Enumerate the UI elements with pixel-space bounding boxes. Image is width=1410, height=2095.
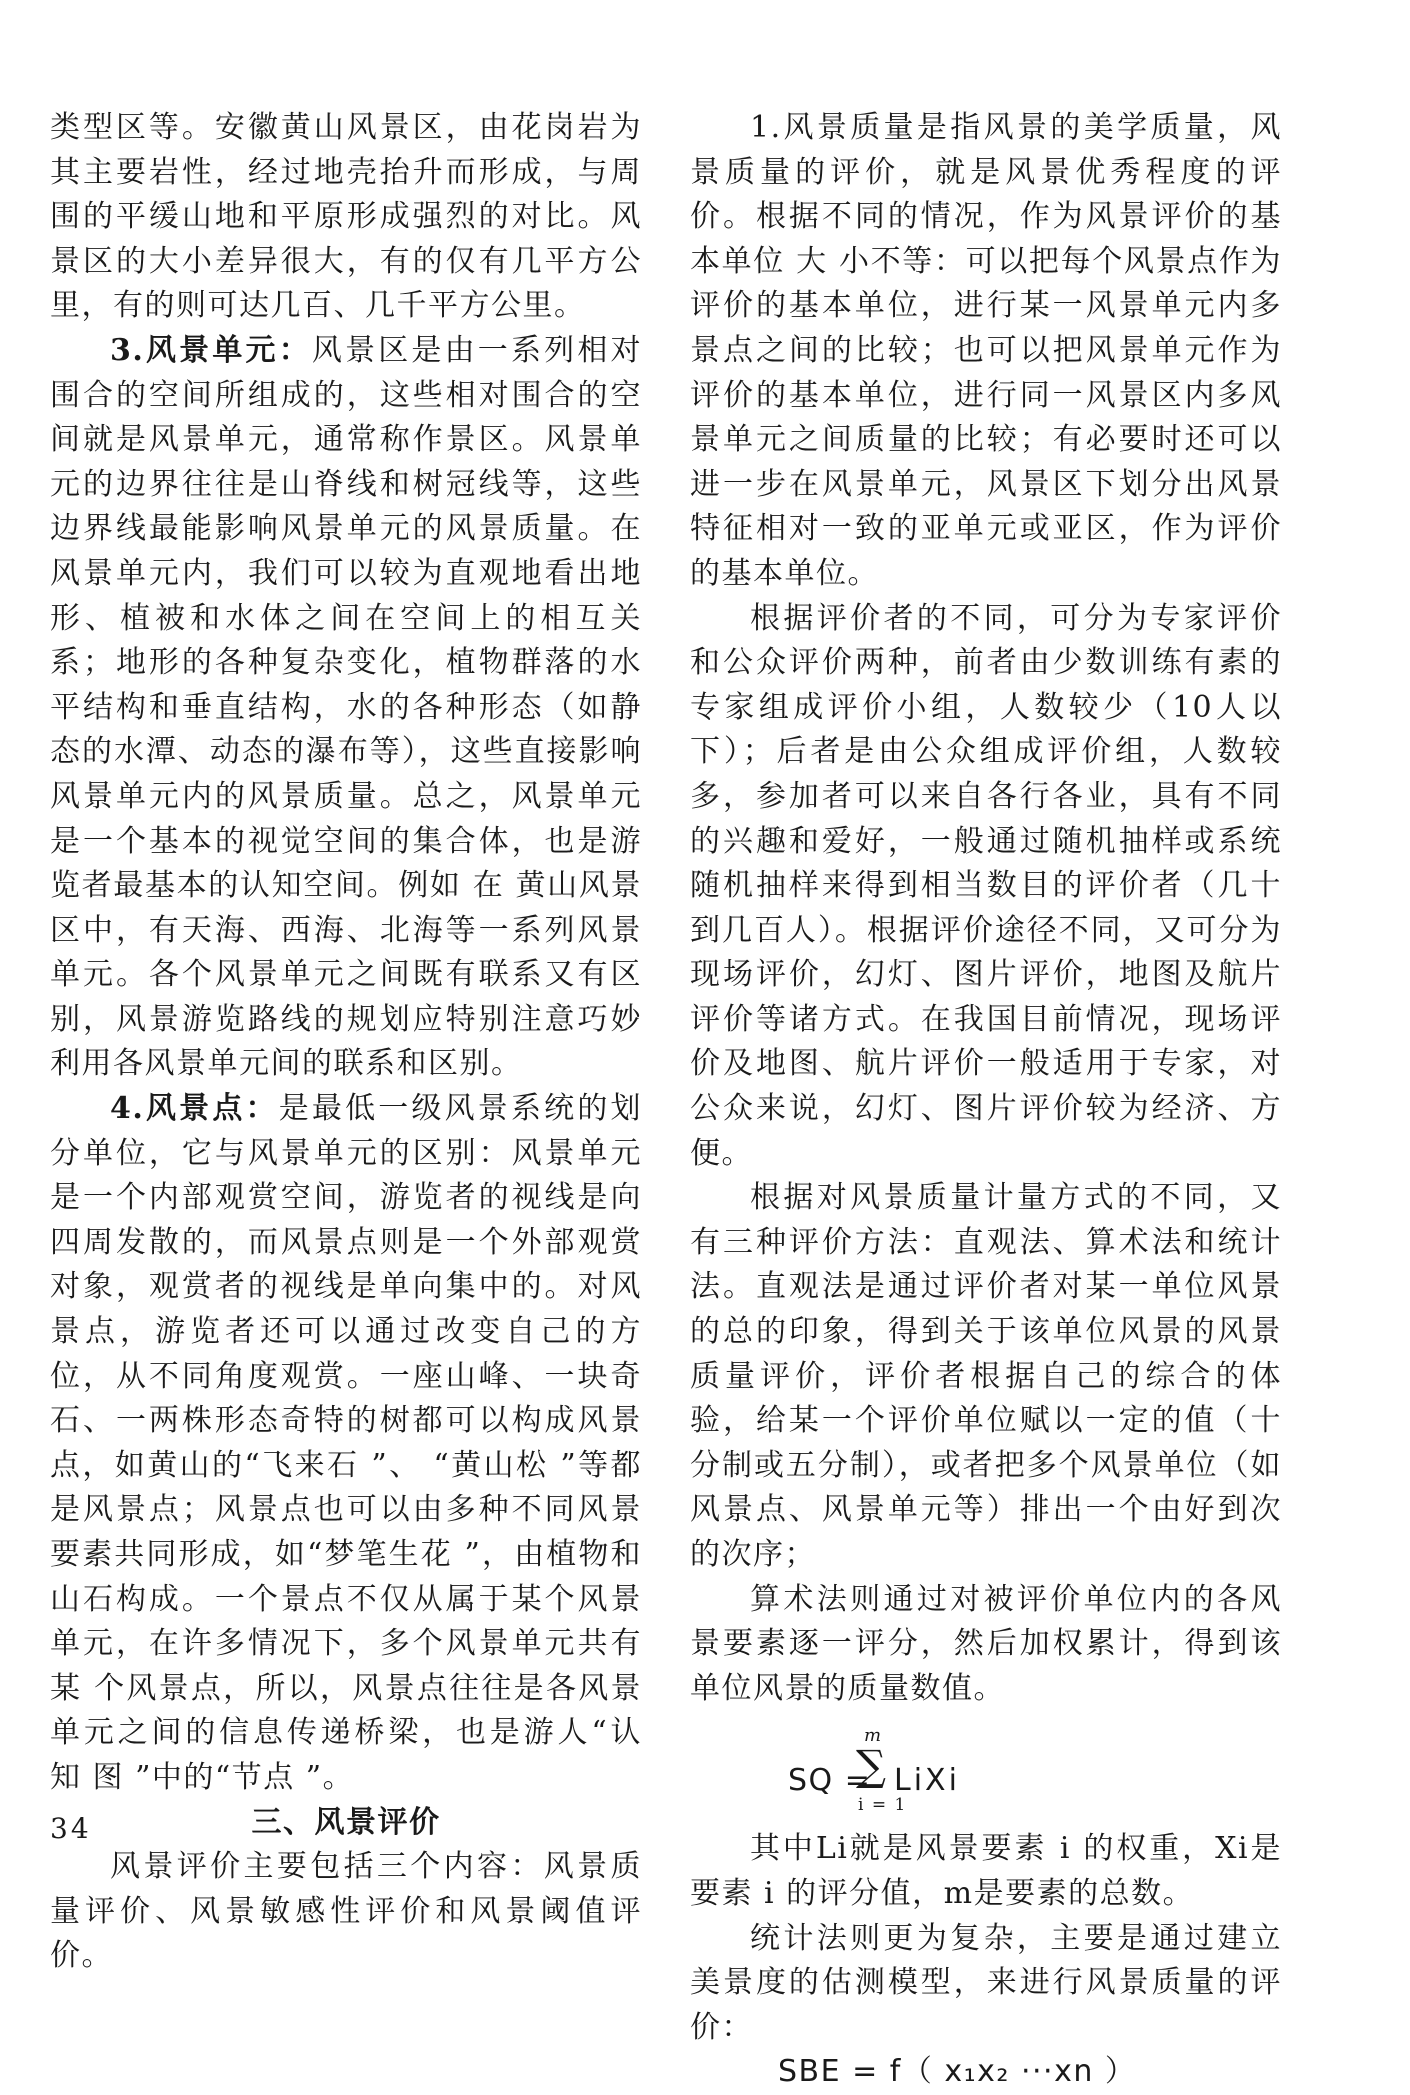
left-column [50, 106, 642, 1979]
paragraph-arithmetic-method: 算术法则通过对被评价单位内的各风景要素逐一评分，然后加权累计，得到该单位风景的质量数值。 [690, 1581, 1282, 1706]
paragraph-evaluator-types: 根据评价者的不同，可分为专家评价和公众评价两种，前者由少数训练有素的专家组成评价小组，人数较少（10人以下）；后者是由公众组成评价组，人数较多，参加者可以来自各行各业，具有不同的兴趣和爱好，一般通过随机抽样或系统随机抽样来得到相当数目的评价者（几十到几百人）。根据评价途径不同，又可分为现场评价，幻灯、图片评价，地图及航片评价等诸方式。在我国目前情况，现场评价及地图、航片评价一般适用于专家，对公众来说，幻灯、图片评价较为经济、方便。 [690, 600, 1282, 1171]
formula-sq-lhs: SQ = [788, 1763, 872, 1799]
formula-sq-rhs: LiXi [894, 1763, 960, 1799]
term-scenic-unit: 3.风景单元： [110, 332, 312, 368]
section-heading: 三、风景评价 [251, 1804, 441, 1840]
formula-sq-upper-limit: m [864, 1725, 883, 1747]
formula-sbe: SBE = f（ x₁x₂ ···xn ） [778, 2054, 1137, 2090]
paragraph-quality-definition: 1.风景质量是指风景的美学质量，风景质量的评价，就是风景优秀程度的评价。根据不同的情况，作为风景评价的基本单位 大 小不等：可以把每个风景点作为评价的基本单位，进行某一风景单元内多景点之间的比较；也可以把风景单元作为评价的基本单位，进行同一风景区内多风景单元之间质量的比较；有必要时还可以进一步在风景单元，风景区下划分出风景特征相对一致的亚单元或亚区，作为评价的基本单位。 [690, 110, 1282, 591]
right-column [690, 106, 1282, 2095]
page-number: 34 [50, 1812, 92, 1845]
formula-sq-lower-limit: i = 1 [858, 1795, 907, 1816]
summation-symbol: ∑ [856, 1741, 888, 1791]
paragraph-scenic-unit [50, 329, 642, 1087]
paragraph-intro-continued: 类型区等。安徽黄山风景区，由花岗岩为其主要岩性，经过地壳抬升而形成，与周围的平缓山地和平原形成强烈的对比。风景区的大小差异很大，有的仅有几平方公里，有的则可达几百、几千平方公里。 [50, 110, 642, 324]
paragraph-statistical-method: 统计法则更为复杂，主要是通过建立美景度的估测模型，来进行风景质量的评价： [690, 1920, 1282, 2045]
paragraph-formula-explanation: 其中Li就是风景要素 i 的权重，Xi是 要素 i 的评分值，m是要素的总数。 [690, 1831, 1282, 1911]
paragraph-scenic-spot [50, 1087, 642, 1801]
term-scenic-spot: 4.风景点： [110, 1091, 279, 1127]
paragraph-methods: 根据对风景质量计量方式的不同，又有三种评价方法：直观法、算术法和统计法。直观法是通过评价者对某一单位风景的总的印象，得到关于该单位风景的风景质量评价，评价者根据自己的综合的体验，给某一个评价单位赋以一定的值（十分制或五分制），或者把多个风景单位（如风景点、风景单元等）排出一个由好到次的次序； [690, 1180, 1282, 1572]
formula-sq [690, 1717, 1282, 1823]
paragraph-evaluation-intro: 风景评价主要包括三个内容：风景质量评价、风景敏感性评价和风景阈值评价。 [50, 1849, 642, 1974]
scenic-unit-text: 风景区是由一系列相对围合的空间所组成的，这些相对围合的空间就是风景单元，通常称作景区。风景单元的边界往往是山脊线和树冠线等，这些边界线最能影响风景单元的风景质量。在风景单元内，我们可以较为直观地看出地形、植被和水体之间在空间上的相互关系；地形的各种复杂变化，植物群落的水平结构和垂直结构，水的各种形态（如静态的水潭、动态的瀑布等），这些直接影响风景单元内的风景质量。总之，风景单元是一个基本的视觉空间的集合体，也是游览者最基本的认知空间。例如 在 黄山风景区中，有天海、西海、北海等一系列风景单元。各个风景单元之间既有联系又有区别，风景游览路线的规划应特别注意巧妙利用各风景单元间的联系和区别。 [50, 332, 642, 1082]
scenic-spot-text: 是最低一级风景系统的划分单位，它与风景单元的区别：风景单元是一个内部观赏空间，游览者的视线是向四周发散的，而风景点则是一个外部观赏对象，观赏者的视线是单向集中的。对风景点，游览者还可以通过改变自己的方位，从不同角度观赏。一座山峰、一块奇石、一两株形态奇特的树都可以构成风景点，如黄山的“飞来石 ”、 “黄山松 ”等都是风景点；风景点也可以由多种不同风景要素共同形成，如“梦笔生花 ”，由植物和山石构成。一个景点不仅从属于某个风景单元，在许多情况下，多个风景单元共有 某 个风景点，所以，风景点往往是各风景单元之间的信息传递桥梁，也是游人“认 知 图 ”中的“节点 ”。 [50, 1091, 642, 1795]
